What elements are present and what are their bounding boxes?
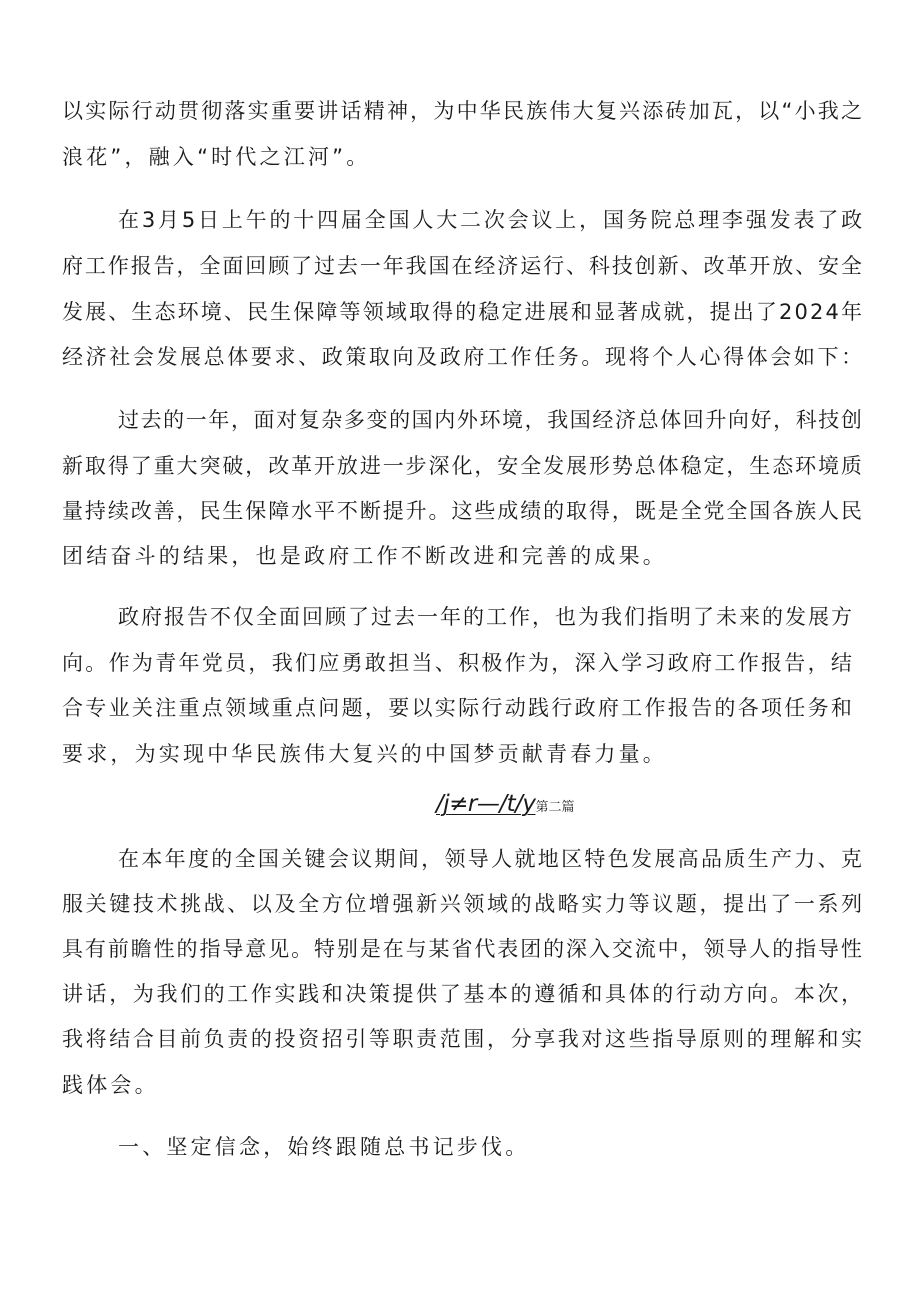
- text-line: 以实际行动贯彻落实重要讲话精神，为中华民族伟大复兴添砖加瓦，以“小我之: [62, 99, 865, 123]
- paragraph-4-line: [0, 643, 920, 683]
- paragraph-5-line: [0, 929, 920, 969]
- text-line: 新取得了重大突破，改革开放进一步深化，安全发展形势总体稳定，生态环境质: [62, 454, 864, 478]
- paragraph-1-line: [0, 137, 920, 177]
- paragraph-4-line: [0, 688, 920, 728]
- paragraph-2-line: [0, 246, 920, 286]
- text-line: 过去的一年，面对复杂多变的国内外环境，我国经济总体回升向好，科技创: [118, 408, 864, 432]
- paragraph-2-line: [0, 292, 920, 332]
- paragraph-5-line: [0, 1065, 920, 1105]
- section-heading-ocr-text: /j≠r—/t/y: [436, 791, 536, 817]
- paragraph-5-line: [0, 974, 920, 1014]
- text-line: 发展、生态环境、民生保障等领域取得的稳定进展和显著成就，提出了2024年: [62, 300, 865, 324]
- text-line: 要求，为实现中华民族伟大复兴的中国梦贡献青春力量。: [62, 742, 667, 766]
- paragraph-3-line: [0, 491, 920, 531]
- text-line: 一、坚定信念，始终跟随总书记步伐。: [118, 1135, 530, 1159]
- text-line: 在本年度的全国关键会议期间，领导人就地区特色发展高品质生产力、克: [118, 847, 865, 871]
- paragraph-2-line: [0, 200, 920, 240]
- text-line: 服关键技术挑战、以及全方位增强新兴领域的战略实力等议题，提出了一系列: [62, 892, 865, 916]
- paragraph-4-line: [0, 597, 920, 637]
- text-line: 践体会。: [62, 1073, 159, 1097]
- paragraph-5-line: [0, 1019, 920, 1059]
- text-line: 政府报告不仅全面回顾了过去一年的工作，也为我们指明了未来的发展方: [118, 605, 854, 629]
- section-heading-label: 第二篇: [535, 800, 575, 815]
- paragraph-6-line: [0, 1127, 920, 1167]
- text-line: 浪花”，融入“时代之江河”。: [62, 145, 371, 169]
- paragraph-5-line: [0, 884, 920, 924]
- text-line: 向。作为青年党员，我们应勇敢担当、积极作为，深入学习政府工作报告，结: [62, 651, 855, 675]
- paragraph-5-line: [0, 839, 920, 879]
- section-heading: [436, 786, 575, 826]
- paragraph-3-line: [0, 536, 920, 576]
- paragraph-4-line: [0, 734, 920, 774]
- text-line: 在3月5日上午的十四届全国人大二次会议上，国务院总理李强发表了政: [118, 208, 865, 232]
- paragraph-3-line: [0, 446, 920, 486]
- text-line: 讲话，为我们的工作实践和决策提供了基本的遵循和具体的行动方向。本次，: [62, 982, 865, 1006]
- text-line: 团结奋斗的结果，也是政府工作不断改进和完善的成果。: [62, 544, 667, 568]
- paragraph-1-line: [0, 91, 920, 131]
- text-line: 合专业关注重点领域重点问题，要以实际行动践行政府工作报告的各项任务和: [62, 696, 855, 720]
- paragraph-2-line: [0, 337, 920, 377]
- text-line: 具有前瞻性的指导意见。特别是在与某省代表团的深入交流中，领导人的指导性: [62, 937, 864, 961]
- text-line: 府工作报告，全面回顾了过去一年我国在经济运行、科技创新、改革开放、安全: [62, 254, 864, 278]
- paragraph-3-line: [0, 400, 920, 440]
- text-line: 我将结合目前负责的投资招引等职责范围，分享我对这些指导原则的理解和实: [62, 1027, 865, 1051]
- text-line: 经济社会发展总体要求、政策取向及政府工作任务。现将个人心得体会如下：: [62, 345, 865, 369]
- text-line: 量持续改善，民生保障水平不断提升。这些成绩的取得，既是全党全国各族人民: [62, 499, 864, 523]
